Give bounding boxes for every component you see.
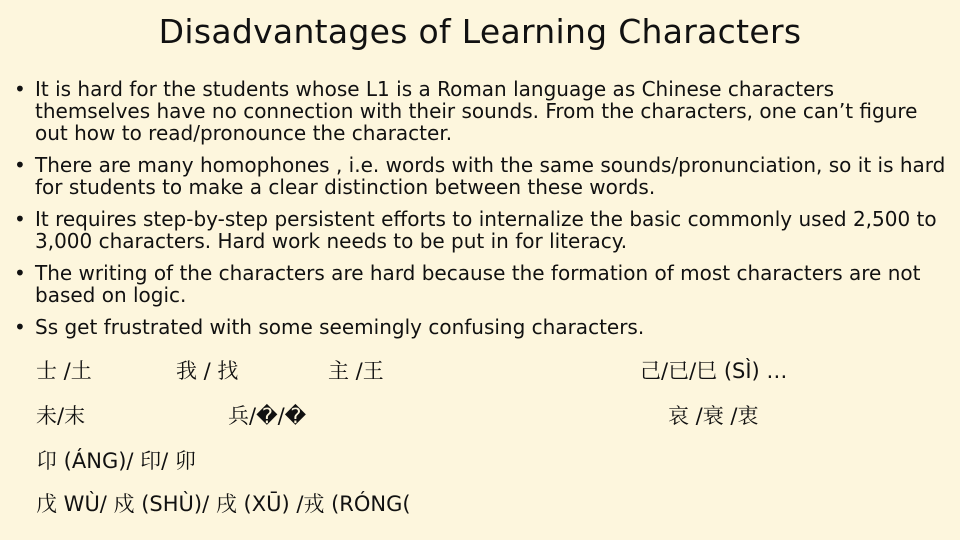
example-row-1 (36, 355, 936, 385)
example-group: 卬 (ÁNG)/ 印/ 卯 (36, 449, 196, 473)
bullet-icon: • (14, 153, 26, 177)
example-group: 士 /土 (36, 359, 92, 383)
example-group: 兵/�/� (228, 404, 307, 428)
example-group: 主 /王 (328, 359, 384, 383)
bullet-item (14, 78, 949, 144)
bullet-item (14, 262, 949, 306)
bullet-icon: • (14, 77, 26, 101)
bullet-text: Ss get frustrated with some seemingly confusing characters. (35, 315, 645, 339)
bullet-icon: • (14, 207, 26, 231)
bullet-icon: • (14, 261, 26, 285)
bullet-item (14, 154, 949, 198)
example-group: 我 / 找 (176, 359, 239, 383)
bullet-item (14, 208, 949, 252)
slide-title: Disadvantages of Learning Characters (158, 12, 802, 51)
bullet-text: There are many homophones , i.e. words with the same sounds/pronunciation, so it is hard for students to make a clear distinction between these words. (35, 153, 946, 199)
example-group: 未/末 (36, 404, 86, 428)
example-row-3 (36, 445, 936, 475)
bullet-list (14, 78, 949, 348)
bullet-item (14, 316, 949, 338)
bullet-text: It is hard for the students whose L1 is a Roman language as Chinese characters themselves have no connection with their sounds. From the characters, one can’t figure out how to read/pronounce the character. (35, 77, 918, 145)
character-examples (36, 355, 936, 535)
example-row-2 (36, 400, 936, 430)
example-group: 己/已/巳 (SÌ) … (640, 359, 788, 383)
bullet-text: The writing of the characters are hard because the formation of most characters are not based on logic. (35, 261, 921, 307)
example-group: 戊 WÙ/ 戍 (SHÙ)/ 戌 (XŪ) /戎 (RÓNG( (36, 492, 411, 516)
example-group: 哀 /衰 /衷 (668, 404, 759, 428)
bullet-icon: • (14, 315, 26, 339)
bullet-text: It requires step-by-step persistent efforts to internalize the basic commonly used 2,500 to 3,000 characters. Hard work needs to be put in for literacy. (35, 207, 937, 253)
example-row-4 (36, 488, 936, 518)
